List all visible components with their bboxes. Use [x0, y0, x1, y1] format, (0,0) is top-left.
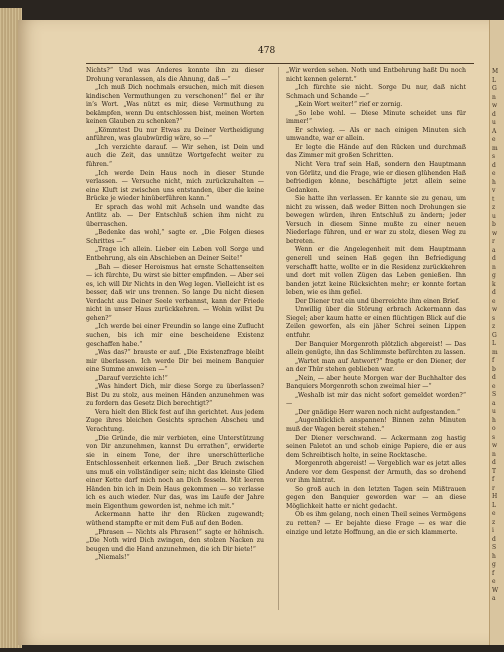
paragraph: Er sprach das wohl mit Achseln und wandte das Antlitz ab. — Der Entschluß schien ihm nicht zu überraschen. — [86, 203, 264, 228]
paragraph: Vera hielt den Blick fest auf ihn gerichtet. Aus jedem Zuge ihres bleichen Gesichts sprachen Abscheu und Verachtung. — [86, 408, 264, 433]
paragraph: Er legte die Hände auf den Rücken und durchmaß das Zimmer mit großen Schritten. — [286, 143, 466, 160]
paragraph: „Wartet man auf Antwort?“ fragte er den Diener, der an der Thür stehen geblieben war. — [286, 357, 466, 374]
paragraph: „Ich werde Dein Haus noch in dieser Stunde verlassen. — Versuche nicht, mich zurückzuhalten — eine Kluft ist zwischen uns entstanden, über die keine Brücke je wieder hinüberführen kann.“ — [86, 169, 264, 203]
right-column — [286, 67, 466, 537]
paragraph: Sie hatte ihn verlassen. Er kannte sie zu genau, um nicht zu wissen, daß weder Bitten noch Drohungen sie bewegen würden, ihren Entschluß zu ändern; jeder Versuch in diesem Sinne mußte zu einer neuen Niederlage führen, und er war zu stolz, diesen Weg zu betreten. — [286, 195, 466, 245]
paragraph: „Was hindert Dich, mir diese Sorge zu überlassen? Bist Du zu stolz, aus meinen Händen anzunehmen was zu fordern das Gesetz Dich berechtigt?“ — [86, 383, 264, 408]
paragraph: Ackermann hatte ihr den Rücken zugewandt; wüthend stampfte er mit dem Fuß auf den Boden. — [86, 511, 264, 527]
next-page-edge — [489, 20, 504, 645]
paragraph: „Bedenke das wohl,“ sagte er. „Die Folgen dieses Schrittes —“ — [86, 229, 264, 245]
paragraph: Unwillig über die Störung erbrach Ackermann das Siegel; aber kaum hatte er einen flüchtigen Blick auf die Zeilen geworfen, als ein jäher Schrei seinen Lippen entfuhr. — [286, 306, 466, 339]
paragraph: „Ich fürchte sie nicht. Sorge Du nur, daß nicht Schmach und Schande —“ — [286, 84, 466, 100]
paragraph: „Wir werden sehen. Noth und Entbehrung haßt Du noch nicht kennen gelernt.“ — [286, 67, 466, 83]
left-column — [86, 67, 264, 563]
paragraph: „Nein, — aber heute Morgen war der Buchhalter des Banquiers Morgenroth schon zweimal hier —“ — [286, 374, 466, 391]
paragraph: Nichts?“ Und was Anderes konnte ihn zu dieser Drohung veranlassen, als die Ahnung, daß —“ — [86, 67, 264, 83]
column-divider — [278, 67, 279, 610]
paragraph: „Augenblicklich anspannen! Binnen zehn Minuten muß der Wagen bereit stehen.“ — [286, 417, 466, 433]
paragraph: Ob es ihm gelang, noch einen Theil seines Vermögens zu retten? — Er bejahte diese Frage — es war die einzige und letzte Hoffnung, an die er sich klammerte. — [286, 511, 466, 536]
paragraph: Morgenroth abgereist! — Vergeblich war es jetzt alles Andere vor dem Gespenst der Armuth, das so drohend vor ihm hintrat. — [286, 460, 466, 485]
paragraph: „Ich muß Dich nochmals ersuchen, mich mit diesen kindischen Vermuthungen zu verschonen!“ fiel er ihr in’s Wort. „Was nützt es mir, diese Vermuthung zu bekämpfen, wenn Du entschlossen bist, meinen Worten keinen Glauben zu schenken?“ — [86, 84, 264, 126]
page-number: 478 — [258, 46, 276, 56]
paragraph: „Was das?“ brauste er auf. „Die Existenzfrage bleibt mir überlassen. Ich werde Dir bei meinem Banquier eine Summe anweisen —“ — [86, 349, 264, 374]
paragraph: Wenn er die Angelegenheit mit dem Hauptmann generell und seinen Haß gegen ihn Befriedigung verschafft hatte, wollte er in die Residenz zurückkehren und dort mit vollen Zügen das Leben genießen. Ihn banden jetzt keine Rücksichten mehr; er konnte fortan leben, wie es ihm gefiel. — [286, 246, 466, 297]
paragraph: „Trage ich allein. Lieber ein Leben voll Sorge und Entbehrung, als ein Abschieben an Deiner Seite!“ — [86, 246, 264, 263]
paragraph: Er schwieg. — Als er nach einigen Minuten sich umwandte, war er allein. — [286, 126, 466, 143]
paragraph: „Niemals!“ — [95, 554, 130, 562]
paragraph: „Darauf verzichte ich!“ — [95, 374, 168, 382]
paragraph: „Ich werde bei einer Freundin so lange eine Zuflucht suchen, bis ich mir eine bescheidene Existenz geschaffen habe.“ — [86, 323, 264, 348]
next-page-fragments: M L G n w d u A e m s d e h v t z u b w r a d n g k d e w s z G L m f b d e S a u h o s w n d T f r H L e z i d S h g f e W a — [492, 68, 499, 602]
header-rule — [86, 63, 474, 64]
paragraph: „Kein Wort weiter!“ rief er zornig. — [295, 101, 403, 109]
paragraph: Nicht Vera traf sein Haß, sondern den Hauptmann von Görlitz, und die Frage, wie er diesen glühenden Haß befriedigen könne, beschäftigte jetzt allein seine Gedanken. — [286, 161, 466, 194]
paragraph: Der Banquier Morgenroth plötzlich abgereist! — Das allein genügte, ihn das Schlimmste befürchten zu lassen. — [286, 340, 466, 357]
paragraph: Der Diener verschwand. — Ackermann zog hastig seinen Paletot an und schob einige Papiere, die er aus dem Schreibtisch holte, in seine Rocktasche. — [286, 434, 466, 459]
paragraph: „Der gnädige Herr waren noch nicht aufgestanden.“ — [295, 408, 461, 416]
paragraph: „Weshalb ist mir das nicht sofort gemeldet worden?“ — — [286, 391, 466, 408]
paragraph: So groß auch in den letzten Tagen sein Mißtrauen gegen den Banquier geworden war — an diese Möglichkeit hatte er nicht gedacht. — [286, 485, 466, 510]
paragraph: „Die Gründe, die mir verbieten, eine Unterstützung von Dir anzunehmen, kannst Du errathen“, erwiderte sie in einem Tone, der ihre unerschütterliche Entschlossenheit erkennen ließ. „Der Bruch zwischen uns muß ein vollständiger sein; nicht das kleinste Glied einer Kette darf mich noch an Dich fesseln. Mit leeren Händen bin ich in Dein Haus gekommen — so verlasse ich es auch wieder. Nur das, was im Laufe der Jahre mein Eigenthum geworden ist, nehme ich mit.“ — [86, 434, 264, 510]
paragraph: „So lebe wohl. — Diese Minute scheidet uns für immer!“ — [286, 109, 466, 126]
paragraph: „Bah — dieser Heroismus hat ernste Schattenseiten — ich fürchte, Du wirst sie bitter empfinden. — Aber sei es, ich will Dir Nichts in den Weg legen. Vielleicht ist es besser, daß wir uns trennen. So lange Du nicht diesen Verdacht aus Deiner Seele verbannst, kann der Friede nicht in unser Haus zurückkehren. — Wohin willst Du gehen?“ — [86, 263, 264, 322]
paragraph: „Kömmtest Du nur Etwas zu Deiner Vertheidigung anführen, was glaubwürdig wäre, so —“ — [86, 126, 264, 143]
paragraph: „Ich verzichte darauf. — Wir sehen, ist Dein und auch die Zeit, das unnütze Wortgefecht weiter zu führen.“ — [86, 143, 264, 169]
paragraph: „Phrasen — Nichts als Phrasen!“ sagte er höhnisch. „Die Noth wird Dich zwingen, den stolzen Nacken zu beugen und die Hand anzunehmen, die ich Dir biete!“ — [86, 528, 264, 553]
paragraph: Der Diener trat ein und überreichte ihm einen Brief. — [295, 297, 460, 305]
